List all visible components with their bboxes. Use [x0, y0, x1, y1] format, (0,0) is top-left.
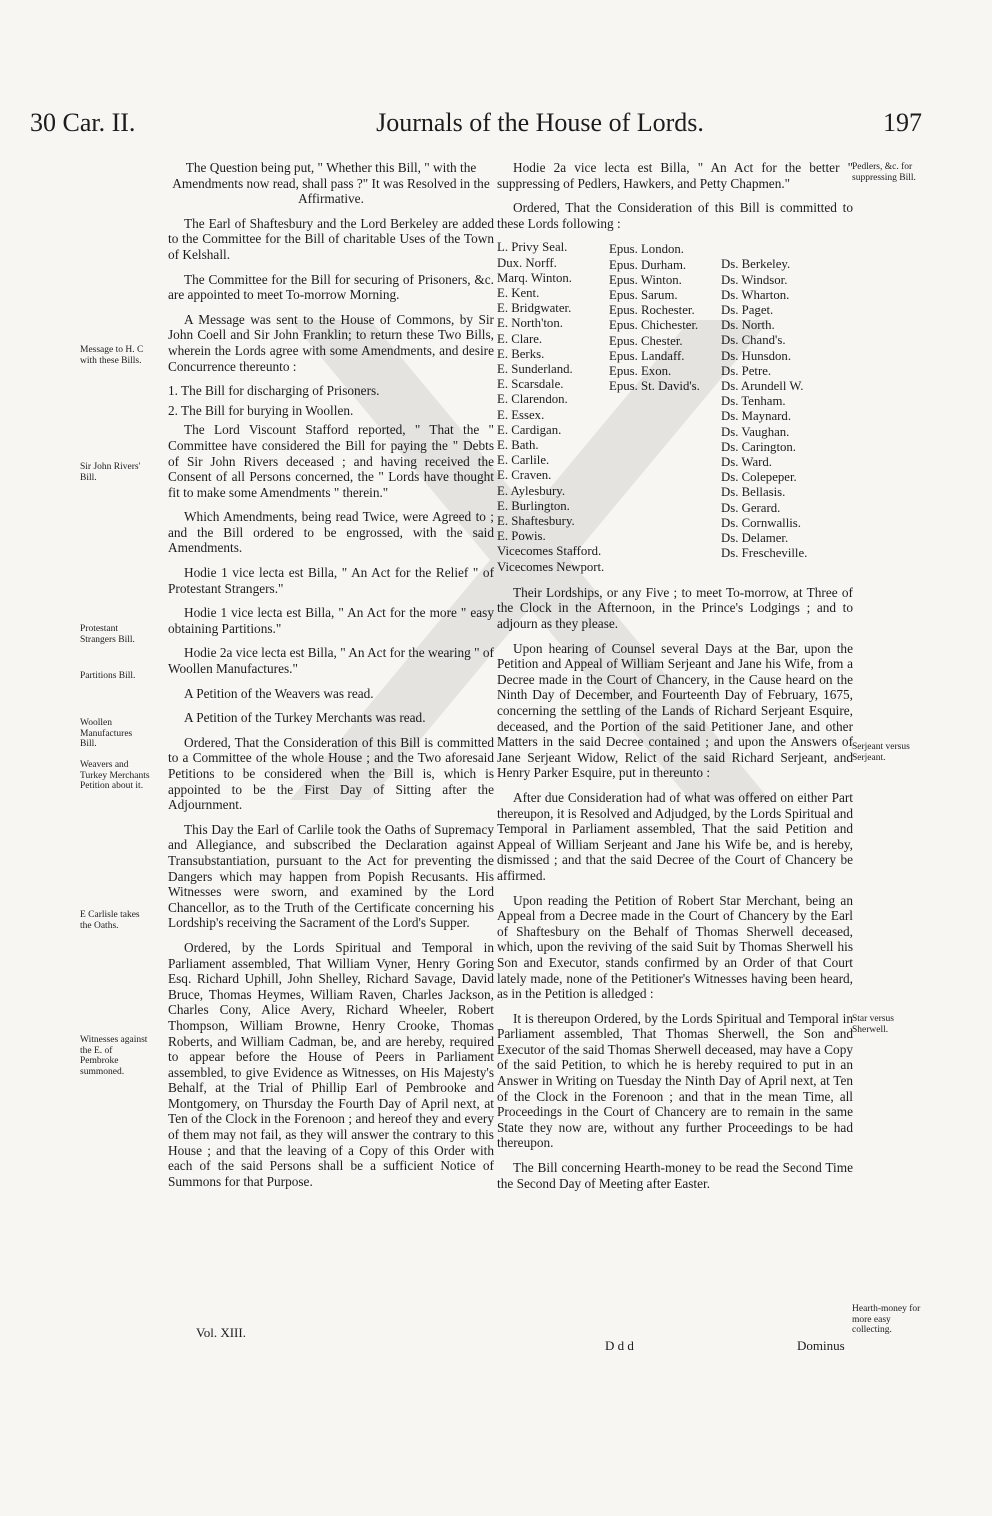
margin-note: Hearth-money for more easy collecting. — [852, 1304, 921, 1335]
paragraph: Hodie 1 vice lecta est Billa, " An Act for the more " easy obtaining Partitions." — [168, 605, 494, 636]
barons-column — [721, 240, 841, 574]
lord-name: E. Clare. — [497, 331, 543, 346]
paragraph: Upon reading the Petition of Robert Star Merchant, being an Appeal from a Decree made in the Court of Chancery by the Earl of Shaftesbury on the Behalf of Thomas Sherwell deceased, which, upon the reviving of the said Suit by Thomas Sherwell his Son and Executor, stands confirmed by an Order of that Court lately made, none of the Petitioner's Witnesses having been heard, as in the Petition is alledged : — [497, 892, 853, 1002]
lord-name: E. Bridgwater. — [497, 301, 572, 316]
paragraph: Hodie 1 vice lecta est Billa, " An Act for the Relief " of Protestant Strangers." — [168, 565, 494, 596]
lord-name: Epus. London. — [609, 242, 685, 257]
lord-name: Ds. Arundell W. — [721, 379, 804, 393]
paragraph: 2. The Bill for burying in Woollen. — [168, 402, 354, 418]
lord-name: Epus. Winton. — [609, 272, 682, 287]
paragraph: Hodie 2a vice lecta est Billa, " An Act for the better " suppressing of Pedlers, Hawkers, and Petty Chapmen." — [497, 160, 853, 191]
volume-footer: Vol. XIII. — [196, 1325, 246, 1340]
lord-name: Ds. Carington. — [721, 439, 797, 454]
header-regnal-year: 30 Car. II. — [30, 108, 136, 137]
lord-name: Ds. Delamer. — [721, 531, 789, 546]
lords-temporal-column — [497, 240, 609, 574]
paragraph: A Message was sent to the House of Commons, by Sir John Coell and Sir John Franklin; to return these Two Bills, wherein the Lords agree with some Amendments, and desire Concurrence thereunto : — [168, 311, 494, 374]
right-column — [497, 160, 853, 1200]
lord-name: L. Privy Seal. — [497, 240, 568, 255]
lord-name: E. Kent. — [497, 285, 540, 300]
margin-note: Pedlers, &c. for suppressing Bill. — [852, 162, 916, 183]
paragraph: The Question being put, " Whether this Bill, " with the Amendments now read, shall pass ?" It was Resolved in the Affirmative. — [172, 160, 490, 207]
lord-name: Ds. Hunsdon. — [721, 348, 792, 363]
lord-name: Vicecomes Newport. — [497, 559, 605, 574]
margin-note: Message to H. C with these Bills. — [80, 345, 144, 366]
lord-name: Ds. Petre. — [721, 363, 772, 378]
lord-name: Ds. Bellasis. — [721, 485, 786, 500]
lord-name: E. Powis. — [497, 529, 546, 544]
lord-name: E. Scarsdale. — [497, 377, 564, 392]
paragraph: The Committee for the Bill for securing of Prisoners, &c. are appointed to meet To-morrow Morning. — [168, 271, 494, 303]
margin-note: Weavers and Turkey Merchants Petition about it. — [80, 760, 150, 791]
lord-name: Epus. St. David's. — [609, 379, 700, 394]
lord-name: Ds. Maynard. — [721, 409, 792, 424]
lord-name: Epus. Durham. — [609, 257, 687, 272]
paragraph: The Lord Viscount Stafford reported, " That the " Committee have considered the Bill for paying the " Debts of Sir John Rivers deceased ; and having received the Consent of all Persons concerned, the " Lords have thought fit to make some Amendments " therein." — [168, 422, 494, 500]
lord-name: Ds. Chand's. — [721, 333, 786, 348]
lord-name: Ds. Berkeley. — [721, 257, 791, 272]
lord-name: Marq. Winton. — [497, 270, 572, 285]
lord-name: Epus. Sarum. — [609, 287, 678, 302]
lord-name: Ds. Windsor. — [721, 272, 788, 287]
lord-name: Ds. Cornwallis. — [721, 515, 801, 530]
margin-note: E Carlisle takes the Oaths. — [80, 910, 140, 931]
lord-name: Ds. Gerard. — [721, 500, 781, 515]
page-number: 197 — [883, 108, 922, 137]
lord-name: E. Berks. — [497, 346, 545, 361]
lord-name: E. Sunderland. — [497, 362, 573, 376]
lord-name: Vicecomes Stafford. — [497, 544, 602, 559]
lord-name: E. Bath. — [497, 438, 539, 453]
lord-name: Epus. Rochester. — [609, 303, 695, 318]
running-header — [0, 108, 992, 152]
margin-note: Sir John Rivers' Bill. — [80, 462, 141, 483]
right-column-bottom — [497, 585, 853, 1191]
lord-name: Ds. Vaughan. — [721, 424, 790, 439]
lord-name: E. North'ton. — [497, 316, 563, 331]
lord-name: Epus. Landaff. — [609, 348, 685, 363]
right-column-top — [497, 160, 853, 231]
lord-name: E. Cardigan. — [497, 422, 562, 437]
signature-mark: D d d — [605, 1338, 634, 1353]
paragraph: Ordered, That the Consideration of this Bill is committed to these Lords following : — [497, 200, 853, 231]
margin-note: Protestant Strangers Bill. — [80, 624, 135, 645]
margin-note: Star versus Sherwell. — [852, 1014, 894, 1035]
lord-name: Epus. Chichester. — [609, 318, 699, 333]
paragraph: Ordered, by the Lords Spiritual and Temporal in Parliament assembled, That William Vyner, Henry Goring Esq. Richard Uphill, John Shelley, Richard Savage, David Bruce, Thomas Heymes, William Raven, Charles Jackson, Charles Cony, Alice Avery, Richard Wheeler, Robert Thompson, William Browne, Henry Crooke, Thomas Roberts, and William Cadman, be, and are hereby, required to appear before the House of Peers in Parliament assembled, to give Evidence as Witnesses, on His Majesty's Behalf, at the Trial of Phillip Earl of Pembrooke and Montgomery, on Thursday the Fourth Day of April next, at Ten of the Clock in the Forenoon ; and hereof they and every of them may not fail, as they will answer the contrary to this House ; and that the leaving of a Copy of this Order with each of the said Persons shall be a sufficient Notice of Summons for that Purpose. — [168, 939, 494, 1189]
paragraph: Ordered, That the Consideration of this Bill is committed to a Committee of the whole House ; and the Two aforesaid Petitions to be considered when the Bill is, which is appointed to be the First Day of Sitting after the Adjournment. — [168, 734, 494, 813]
paragraph: A Petition of the Weavers was read. — [184, 685, 374, 701]
paragraph: Upon hearing of Counsel several Days at the Bar, upon the Petition and Appeal of William Serjeant and Jane his Wife, from a Decree made in the Court of Chancery, in the Cause heard on the Ninth Day of December, and Fourteenth Day of February, 1675, concerning the settling of the Lands of Richard Serjeant Esquire, deceased, and the Portion of the said Petitioner Jane, and other Matters in the said Decree contained ; and upon the Answers of Jane Serjeant Widow, Relict of the said Richard Serjeant, and Henry Parker Esquire, put in thereunto : — [497, 640, 853, 781]
lord-name: E. Craven. — [497, 468, 552, 483]
bishops-column — [609, 240, 721, 574]
paragraph: Their Lordships, or any Five ; to meet To-morrow, at Three of the Clock in the Afternoon, in the Prince's Lodgings ; and to adjourn as they please. — [497, 584, 853, 632]
paragraph: After due Consideration had of what was offered on either Part thereupon, it is Resolved and Adjudged, by the Lords Spiritual and Temporal in Parliament assembled, That the said Petition and Appeal of William Serjeant and Jane his Wife be, and is hereby, dismissed ; and that the said Decree of the Court of Chancery be affirmed. — [497, 789, 853, 883]
margin-note: Witnesses against the E. of Pembroke summoned. — [80, 1035, 148, 1077]
committee-lords-list — [497, 240, 853, 574]
lord-name: Ds. Ward. — [721, 455, 772, 470]
lord-name: Dux. Norff. — [497, 255, 557, 270]
header-title: Journals of the House of Lords. — [376, 108, 704, 137]
paragraph: The Bill concerning Hearth-money to be read the Second Time the Second Day of Meeting after Easter. — [497, 1160, 853, 1191]
lord-name: Ds. Paget. — [721, 302, 774, 317]
lord-name: Ds. Colepeper. — [721, 470, 797, 485]
lord-name: Epus. Chester. — [609, 333, 683, 348]
lord-name: Ds. Frescheville. — [721, 546, 808, 561]
paragraph: A Petition of the Turkey Merchants was read. — [184, 710, 426, 726]
lord-name: E. Shaftesbury. — [497, 514, 575, 529]
margin-note: Woollen Manufactures Bill. — [80, 718, 133, 749]
paragraph: This Day the Earl of Carlile took the Oaths of Supremacy and Allegiance, and subscribed the Declaration against Transubstantiation, pursuant to the Act for preventing the Dangers which may happen from Popish Recusants. His Witnesses were sworn, and examined by the Lord Chancellor, as to the Truth of the Certificate concerning his Lordship's receiving the Sacrament of the Lord's Supper. — [168, 821, 494, 931]
paragraph: Hodie 2a vice lecta est Billa, " An Act for the wearing " of Woollen Manufactures." — [168, 645, 494, 677]
paragraph: The Earl of Shaftesbury and the Lord Berkeley are added to the Committee for the Bill of charitable Uses of the Town of Kelshall. — [168, 215, 494, 262]
lord-name: Ds. Tenham. — [721, 394, 786, 409]
catchword: Dominus — [797, 1338, 845, 1353]
margin-note: Partitions Bill. — [80, 671, 136, 681]
paragraph: Which Amendments, being read Twice, were Agreed to ; and the Bill ordered to be engrossed, with the said Amendments. — [168, 509, 494, 556]
lord-name: E. Aylesbury. — [497, 483, 566, 498]
lord-name: E. Essex. — [497, 407, 545, 422]
left-column — [168, 160, 494, 1198]
paragraph: 1. The Bill for discharging of Prisoners. — [168, 383, 380, 399]
lord-name: E. Clarendon. — [497, 392, 568, 407]
margin-note: Serjeant versus Serjeant. — [852, 742, 910, 763]
lord-name: E. Carlile. — [497, 453, 550, 468]
paragraph: It is thereupon Ordered, by the Lords Spiritual and Temporal in Parliament assembled, That Thomas Sherwell, the Son and Executor of the said Thomas Sherwell deceased, may have a Copy of the said Petition, to which he is hereby required to put in an Answer in Writing on Tuesday the Ninth Day of April next, at Ten of the Clock in the Forenoon ; and that in the mean Time, all Proceedings in the Court of Chancery are to remain in the same State they now are, without any further Proceedings to be had thereupon. — [497, 1010, 853, 1151]
lord-name: Ds. North. — [721, 318, 775, 333]
lord-name: Ds. Wharton. — [721, 287, 790, 302]
lord-name: E. Burlington. — [497, 498, 570, 513]
lord-name: Epus. Exon. — [609, 364, 672, 378]
